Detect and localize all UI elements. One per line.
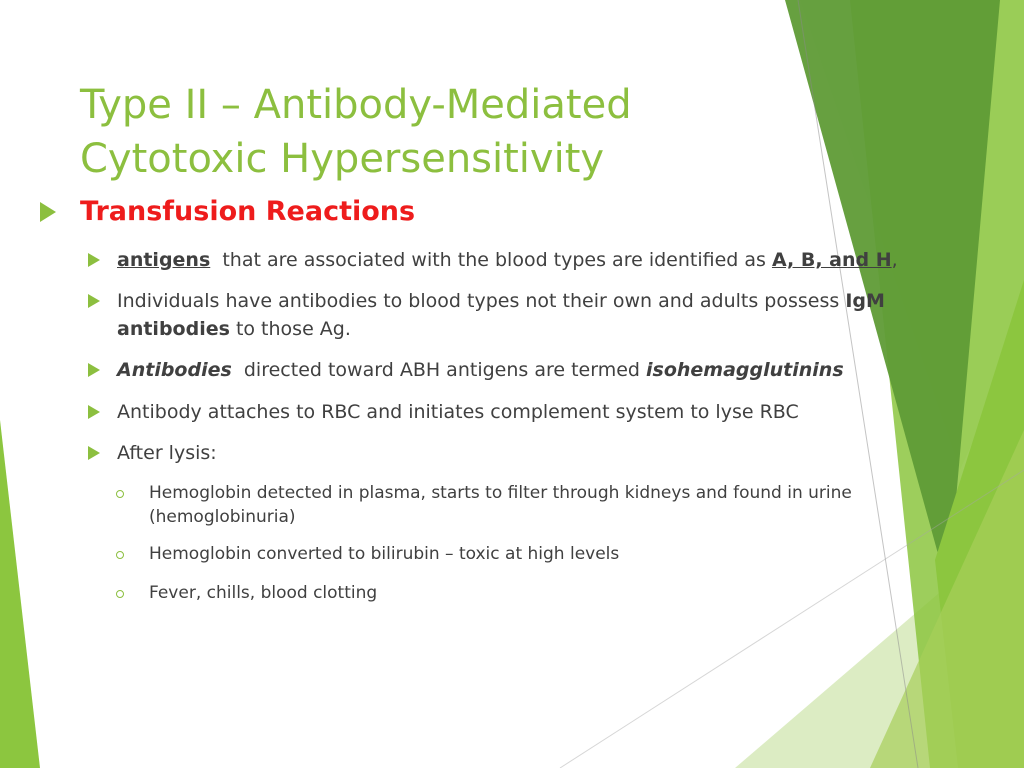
bullet-text: to those Ag.	[229, 318, 351, 340]
arrow-bullet-icon	[88, 363, 100, 377]
arrow-bullet-icon	[88, 405, 100, 419]
bullet-text-bold-italic: isohemagglutinins	[646, 359, 844, 381]
bullet-item	[88, 398, 948, 426]
bullet-text: ,	[891, 249, 898, 271]
bullet-text-bold-italic: Antibodies	[117, 359, 232, 381]
bullet-text-bold: antigens	[117, 249, 211, 271]
bullet-text: directed toward ABH antigens are termed	[231, 359, 647, 381]
bullet-text: that are associated with the blood types are identified as	[210, 249, 772, 271]
circle-bullet-icon	[116, 551, 124, 559]
arrow-bullet-icon	[88, 253, 100, 267]
bullet-item	[88, 246, 948, 274]
sub-bullet-text: Hemoglobin converted to bilirubin – toxic at high levels	[149, 544, 620, 564]
bullet-text-bold: IgM antibodies	[117, 290, 885, 340]
bullet-text: Individuals have antibodies to blood types not their own and adults possess	[117, 290, 846, 312]
sub-bullet-text: Fever, chills, blood clotting	[149, 583, 378, 603]
bullet-text-bold: A, B, and H	[771, 249, 892, 271]
circle-bullet-icon	[116, 590, 124, 598]
bullet-item	[88, 439, 948, 467]
bullet-text: After lysis:	[117, 442, 217, 464]
slide-title	[80, 78, 720, 186]
slide-title-line-1: Type II – Antibody-Mediated	[80, 82, 632, 128]
section-heading: Transfusion Reactions	[80, 196, 416, 227]
sub-bullet-text: Hemoglobin detected in plasma, starts to filter through kidneys and found in urine (hemoglobinuria)	[149, 483, 852, 527]
slide-title-line-2: Cytotoxic Hypersensitivity	[80, 136, 605, 182]
heading-bullet	[40, 196, 415, 227]
sub-bullet-item	[116, 581, 886, 605]
bullet-text: Antibody attaches to RBC and initiates complement system to lyse RBC	[117, 401, 799, 423]
circle-bullet-icon	[116, 490, 124, 498]
arrow-bullet-icon	[88, 446, 100, 460]
bullet-item	[88, 356, 948, 384]
arrow-bullet-icon	[40, 202, 56, 222]
sub-bullet-item	[116, 481, 886, 529]
sub-bullet-item	[116, 542, 886, 566]
arrow-bullet-icon	[88, 294, 100, 308]
bullet-item	[88, 287, 903, 343]
